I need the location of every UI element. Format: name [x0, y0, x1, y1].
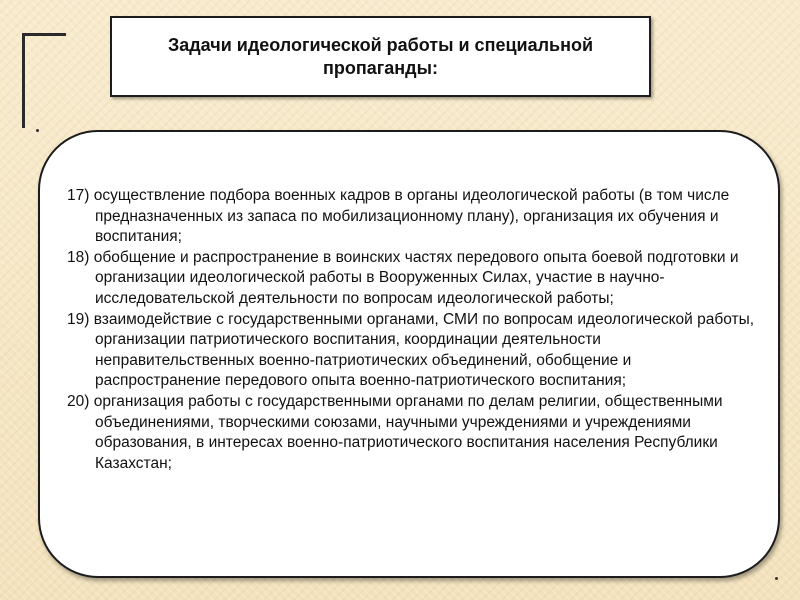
list-item: 20) организация работы с государственными органами по делам религии, общественными объединениями, творческими союзами, научными учреждениями и учреждениями образования, в интересах военно-патриотического воспитания населения Республики Казахстан; [67, 392, 723, 472]
list-item: 18) обобщение и распространение в воинских частях передового опыта боевой подготовки и организации идеологической работы в Вооруженных Силах, участие в научно-исследовательской деятельности по вопросам идеологической работы; [67, 248, 739, 307]
decorative-dot [775, 577, 778, 580]
list-item: 19) взаимодействие с государственными органами, СМИ по вопросам идеологической работы, организации патриотического воспитания, координации деятельности неправительственных военно-патриотических объединений, обобщение и распространение передового опыта военно-патриотического воспитания; [67, 310, 755, 390]
decorative-dot [36, 129, 39, 132]
title-box [110, 16, 651, 97]
task-list [67, 186, 757, 474]
content-box [38, 130, 780, 578]
slide-title: Задачи идеологической работы и специальной пропаганды: [167, 34, 594, 78]
bracket-decoration-left [22, 33, 25, 128]
list-item: 17) осуществление подбора военных кадров в органы идеологической работы (в том числе предназначенных из запаса по мобилизационному плану), организация их обучения и воспитания; [67, 187, 730, 246]
bracket-decoration-top [22, 33, 66, 36]
